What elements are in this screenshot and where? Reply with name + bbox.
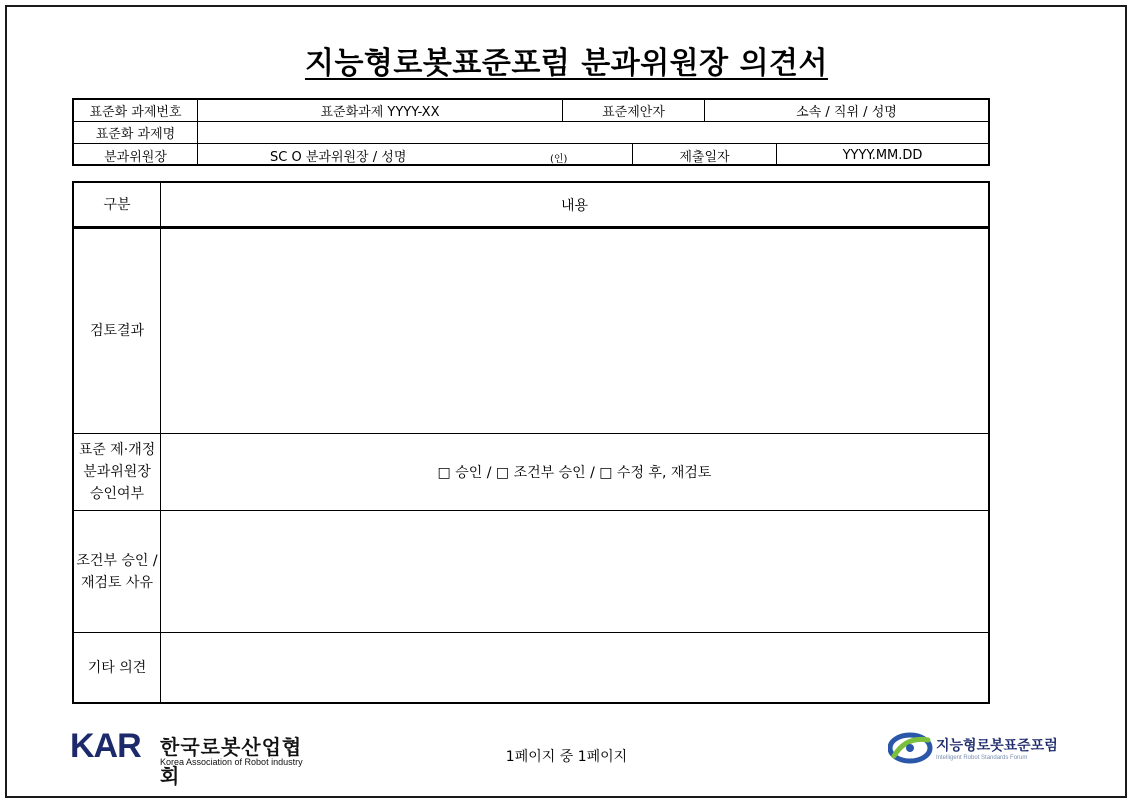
forum-logo xyxy=(888,730,1068,770)
kar-logo-subtext: Korea Association of Robot industry xyxy=(160,757,303,767)
chair-field[interactable] xyxy=(198,144,633,166)
info-row-chair xyxy=(74,144,988,166)
page-footer xyxy=(0,722,1133,788)
reason-field[interactable] xyxy=(161,511,988,632)
task-name-field[interactable] xyxy=(198,122,988,143)
table-row xyxy=(74,511,988,633)
forum-logo-text: 지능형로봇표준포럼 xyxy=(936,738,1058,754)
info-table xyxy=(72,98,990,166)
task-no-field[interactable]: 표준화과제 YYYY-XX xyxy=(198,100,563,121)
date-label: 제출일자 xyxy=(633,144,777,166)
chair-label: 분과위원장 xyxy=(74,144,198,166)
date-field[interactable]: YYYY.MM.DD xyxy=(842,147,923,163)
kar-logo-text: 한국로봇산업협회 xyxy=(160,735,303,788)
other-opinion-field[interactable] xyxy=(161,633,988,702)
forum-logo-subtext: Intelligent Robot Standards Forum xyxy=(936,755,1028,761)
info-row-task-name xyxy=(74,122,988,144)
review-result-field[interactable] xyxy=(161,229,988,433)
table-row xyxy=(74,434,988,511)
table-header-row xyxy=(74,183,988,229)
seal-mark: (인) xyxy=(550,154,568,165)
row-label-approval: 표준 제·개정 분과위원장 승인여부 xyxy=(74,434,161,510)
chair-value: SC O 분과위원장 / 성명 xyxy=(270,149,407,165)
header-content: 내용 xyxy=(560,197,589,214)
proposer-field[interactable]: 소속 / 직위 / 성명 xyxy=(796,105,897,120)
document-title: 지능형로봇표준포럼 분과위원장 의견서 xyxy=(304,46,829,81)
header-category: 구분 xyxy=(74,183,161,226)
table-row xyxy=(74,633,988,702)
forum-swirl-icon xyxy=(888,730,934,766)
info-row-task-no xyxy=(74,100,988,122)
row-label-reason: 조건부 승인 / 재검토 사유 xyxy=(74,511,161,632)
task-name-label: 표준화 과제명 xyxy=(74,122,198,143)
row-label-other: 기타 의견 xyxy=(74,633,161,702)
review-table xyxy=(72,181,990,704)
approval-options[interactable]: □ 승인 / □ 조건부 승인 / □ 수정 후, 재검토 xyxy=(437,465,712,481)
row-label-review-result: 검토결과 xyxy=(74,229,161,433)
kar-logo-mark: KAR xyxy=(70,727,141,765)
proposer-label: 표준제안자 xyxy=(563,100,705,121)
task-no-label: 표준화 과제번호 xyxy=(74,100,198,121)
page-counter: 1페이지 중 1페이지 xyxy=(505,749,628,765)
table-row xyxy=(74,229,988,434)
